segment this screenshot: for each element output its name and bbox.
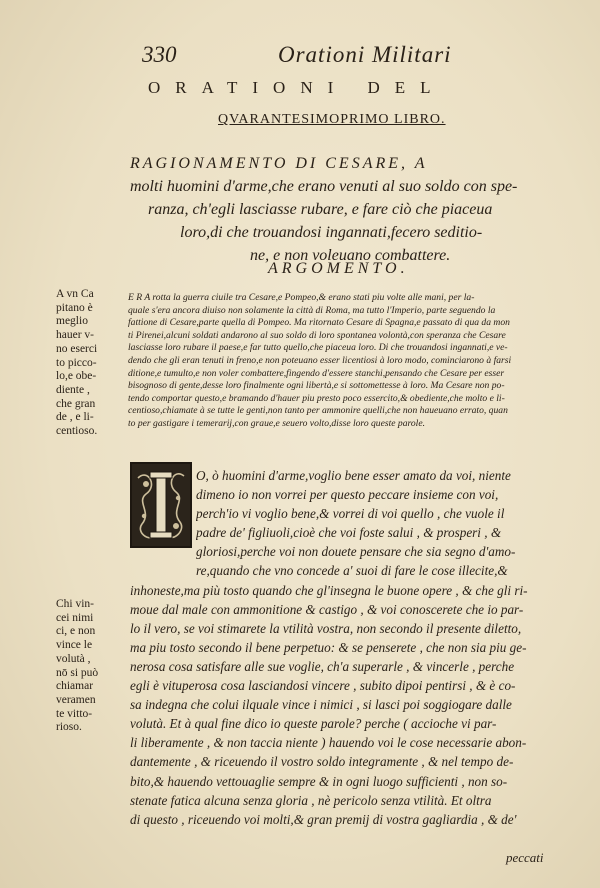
body-line: re,quando che vno concede a' suoi di fare le cose illecite,& bbox=[196, 563, 508, 579]
body-line: di questo , riceuendo voi molti,& gran premij di vostra gagliardia , & de' bbox=[130, 811, 517, 827]
margin-note-line: hauer v- bbox=[56, 329, 94, 342]
argomento-line: ditione,e tumulto,e non voler combattere,fingendo d'essere stanchi,pensando che Cesare per esser bbox=[128, 367, 505, 379]
argomento-line: ti Pirenei,alcuni soldati andarono al suo soldo di loro spontanea volontà,con speranza che Cesare bbox=[128, 329, 506, 341]
catchword: peccati bbox=[506, 850, 544, 865]
margin-note-line: no eserci bbox=[56, 342, 98, 355]
margin-note-line: meglio bbox=[56, 315, 88, 328]
body-line: volutà. Et à qual fine dico io queste parole? perche ( accioche vi par- bbox=[130, 716, 497, 732]
argomento-line: lasciasse loro rubare il paese,e far tutto quello,che piaceua loro. Di che trouandosi ingannati,e ve- bbox=[128, 342, 508, 354]
body-line: dimeno io non vorrei per questo peccare insieme con voi, bbox=[196, 487, 499, 503]
margin-note-line: volutà , bbox=[56, 652, 91, 665]
margin-note-line: lo,e obe- bbox=[56, 370, 97, 383]
title-line: RAGIONAMENTO DI CESARE, A bbox=[130, 155, 428, 172]
margin-note-line: de , e li- bbox=[56, 411, 94, 424]
body-line: gloriosi,perche voi non douete pensare che sia segno d'amo- bbox=[196, 544, 516, 560]
margin-note-line: diente , bbox=[56, 383, 90, 396]
oration-title bbox=[130, 152, 570, 267]
title-line: ne, e non voleuano combattere. bbox=[250, 247, 451, 264]
body-line: nerosa cosa satisfare alle sue voglie, ch'a superarle , & vincerle , perche bbox=[130, 658, 515, 674]
argomento-line: to per gastigare i temerarij,con graue,e seuero volto,disse loro queste parole. bbox=[128, 417, 426, 429]
body-line: perch'io vi voglio bene,& vorrei di voi quello , che vuole il bbox=[196, 506, 505, 522]
margin-note-line: A vn Ca bbox=[56, 288, 94, 300]
body-line: padre de' figliuoli,cioè che voi foste salui , & prosperi , & bbox=[196, 525, 502, 541]
body-line: O, ò huomini d'arme,voglio bene esser amato da voi, niente bbox=[196, 468, 511, 483]
margin-note-line: cei nimi bbox=[56, 611, 94, 624]
title-line: ranza, ch'egli lasciasse rubare, e fare ciò che piaceua bbox=[148, 201, 493, 218]
body-line: ma piu tosto secondo il bene perpetuo: & se penserete , che non sia piu ge- bbox=[130, 639, 527, 655]
decorative-initial bbox=[130, 462, 192, 548]
margin-note bbox=[56, 598, 126, 735]
book-heading: QVARANTESIMOPRIMO LIBRO. bbox=[218, 112, 446, 127]
ornament-icon bbox=[132, 464, 190, 546]
argomento-line: tendo comportar questo,e bramando d'hauer piu presto poco essercito,& obediente,che molto e li- bbox=[128, 392, 505, 404]
page-header bbox=[118, 42, 548, 70]
argomento-line: centioso,chiamate à se tutte le genti,non tanto per ammonire quelli,che non haueuano errato, quan bbox=[128, 405, 508, 417]
title-line: molti huomini d'arme,che erano venuti al suo soldo con spe- bbox=[130, 178, 518, 195]
margin-note-line: veramen bbox=[56, 693, 96, 706]
argomento-line: fattione di Cesare,parte quella di Pompeo. Ma ritornato Cesare di Spagna,e passato di qua da mon bbox=[128, 317, 510, 329]
margin-note bbox=[56, 288, 126, 439]
section-heading: ORATIONI DEL bbox=[148, 78, 446, 97]
argomento-line: bisognoso di gente,desse loro finalmente ogni libertà,e si sottomettesse à loro. Ma Cesare non po- bbox=[128, 380, 505, 392]
margin-note-line: te vitto- bbox=[56, 707, 93, 720]
title-line: loro,di che trouandosi ingannati,fecero seditio- bbox=[180, 224, 483, 241]
margin-note-line: pitano è bbox=[56, 301, 93, 314]
body-line: inhoneste,ma più tosto quando che gl'insegna le buone opere , & che gli ri- bbox=[130, 582, 528, 598]
page-number: 330 bbox=[142, 42, 177, 67]
argomento-line: E R A rotta la guerra ciuile tra Cesare,e Pompeo,& erano stati piu volte alle mani, per la- bbox=[128, 292, 475, 303]
running-title: Orationi Militari bbox=[278, 42, 452, 67]
margin-note-line: centioso. bbox=[56, 425, 98, 438]
body-line: stenate fatica alcuna senza gloria , nè pericolo senza vtilità. Et oltra bbox=[130, 792, 492, 808]
argomento-line: dendo che gli eran tenuti in freno,e non poteuano esser licentiosi à loro modo, cominciarono à farsi bbox=[128, 354, 512, 366]
body-line: moue dal male con ammonitione & castigo , & voi conoscerete che io par- bbox=[130, 601, 524, 617]
body-line: egli è vituperosa cosa lasciandosi vincere , subito dipoi pentirsi , & è co- bbox=[130, 678, 516, 694]
margin-note-line: vince le bbox=[56, 639, 93, 652]
body-line: sa indegna che colui ilquale vince i nimici , si lasci poi soggiogare dalle bbox=[130, 697, 512, 713]
body-line: dantemente , & riceuendo il vostro soldo integramente , & nel tempo de- bbox=[130, 754, 514, 770]
margin-note-line: che gran bbox=[56, 397, 96, 410]
margin-note-line: nō si può bbox=[56, 666, 99, 679]
oration-body bbox=[130, 466, 564, 829]
margin-note-line: rioso. bbox=[56, 721, 82, 734]
body-line: lo il vero, se voi stimarete la vtilità vostra, non secondo il presente diletto, bbox=[130, 620, 522, 636]
margin-note-line: ci, e non bbox=[56, 625, 96, 638]
body-line: li liberamente , & non taccia niente ) hauendo voi le cose necessarie abon- bbox=[130, 735, 527, 751]
margin-note-line: chiamar bbox=[56, 680, 94, 693]
body-line: bito,& hauendo vettouaglie sempre & in ogni luogo sufficienti , non so- bbox=[130, 773, 508, 789]
margin-note-line: to picco- bbox=[56, 356, 97, 369]
argomento-heading: ARGOMENTO. bbox=[268, 260, 409, 277]
argomento-paragraph bbox=[128, 292, 558, 431]
margin-note-line: Chi vin- bbox=[56, 598, 95, 610]
argomento-line: quale s'era ancora diuiso non solamente la città di Roma, ma tutto l'Imperio, parte seguendo la bbox=[128, 304, 496, 316]
